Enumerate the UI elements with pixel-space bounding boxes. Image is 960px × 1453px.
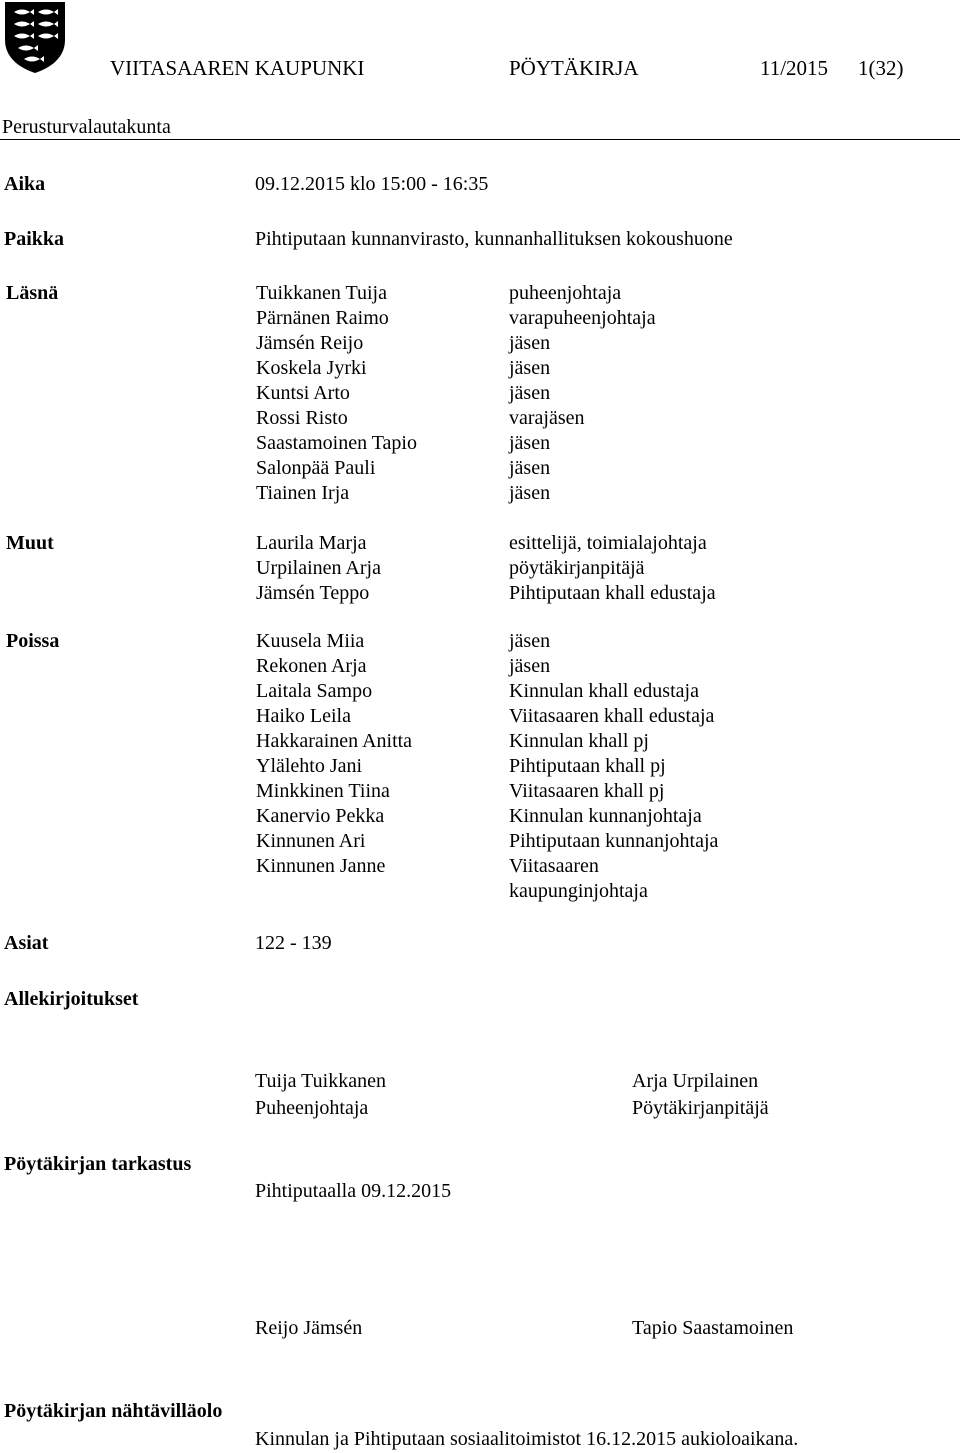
reviewer-2-name: Tapio Saastamoinen [632, 1317, 794, 1339]
lasna-names [256, 281, 417, 506]
tarkastus-label: Pöytäkirjan tarkastus [4, 1153, 192, 1175]
paikka-value: Pihtiputaan kunnanvirasto, kunnanhallituksen kokoushuone [255, 228, 733, 250]
other-role: Pihtiputaan khall edustaja [509, 582, 716, 604]
attendee-name: Pärnänen Raimo [256, 307, 389, 329]
attendee-role: varajäsen [509, 407, 585, 429]
lasna-roles [509, 281, 656, 506]
asiat-value: 122 - 139 [255, 932, 332, 954]
paikka-label: Paikka [4, 228, 65, 250]
attendee-role: jäsen [509, 432, 551, 454]
absent-name: Kinnunen Janne [256, 855, 386, 877]
other-name: Jämsén Teppo [256, 582, 370, 604]
muut-names [256, 531, 381, 606]
muut-roles [509, 531, 716, 606]
secretary-signature-title: Pöytäkirjanpitäjä [632, 1097, 769, 1119]
page-number: 1(32) [858, 56, 904, 80]
absent-name: Kinnunen Ari [256, 830, 366, 852]
absent-role: Viitasaaren khall edustaja [509, 705, 715, 727]
other-name: Laurila Marja [256, 532, 367, 554]
lasna-label: Läsnä [6, 282, 59, 304]
reviewer-1-name: Reijo Jämsén [255, 1317, 363, 1339]
attendee-role: puheenjohtaja [509, 282, 622, 304]
absent-name: Minkkinen Tiina [256, 780, 390, 802]
chair-signature-title: Puheenjohtaja [255, 1097, 369, 1119]
poissa-roles [509, 629, 718, 904]
asiat-label: Asiat [4, 932, 49, 954]
document-number: 11/2015 [760, 56, 829, 80]
nahtavillaolo-value: Kinnulan ja Pihtiputaan sosiaalitoimistot 16.12.2015 aukioloaikana. [255, 1428, 799, 1450]
absent-name: Laitala Sampo [256, 680, 373, 702]
attendee-name: Saastamoinen Tapio [256, 432, 417, 454]
absent-name: Haiko Leila [256, 705, 351, 727]
coat-of-arms-fish-icon [2, 0, 68, 74]
attendee-role: varapuheenjohtaja [509, 307, 656, 329]
attendee-role: jäsen [509, 357, 551, 379]
aika-label: Aika [4, 173, 46, 195]
attendee-name: Tiainen Irja [256, 482, 350, 504]
absent-role: jäsen [509, 655, 551, 677]
absent-name: Rekonen Arja [256, 655, 367, 677]
absent-role: Pihtiputaan kunnanjohtaja [509, 830, 719, 852]
attendee-name: Tuikkanen Tuija [256, 282, 387, 304]
attendee-role: jäsen [509, 482, 551, 504]
attendee-role: jäsen [509, 382, 551, 404]
nahtavillaolo-label: Pöytäkirjan nähtävilläolo [4, 1400, 223, 1422]
other-role: esittelijä, toimialajohtaja [509, 532, 707, 554]
poissa-label: Poissa [6, 630, 60, 652]
other-role: pöytäkirjanpitäjä [509, 557, 645, 579]
chair-signature-name: Tuija Tuikkanen [255, 1070, 386, 1092]
muut-label: Muut [6, 532, 54, 554]
absent-role-continued: kaupunginjohtaja [509, 880, 648, 902]
attendee-name: Salonpää Pauli [256, 457, 376, 479]
absent-name: Kanervio Pekka [256, 805, 385, 827]
attendee-role: jäsen [509, 457, 551, 479]
absent-role: Viitasaaren khall pj [509, 780, 665, 802]
document-type: PÖYTÄKIRJA [509, 56, 639, 80]
attendee-name: Rossi Risto [256, 407, 348, 429]
attendee-name: Kuntsi Arto [256, 382, 350, 404]
attendee-name: Koskela Jyrki [256, 357, 367, 379]
absent-name: Hakkarainen Anitta [256, 730, 413, 752]
absent-role: Viitasaaren [509, 855, 599, 877]
absent-name: Kuusela Miia [256, 630, 365, 652]
aika-value: 09.12.2015 klo 15:00 - 16:35 [255, 173, 489, 195]
header-divider [0, 139, 960, 140]
tarkastus-place-date: Pihtiputaalla 09.12.2015 [255, 1180, 452, 1202]
attendee-name: Jämsén Reijo [256, 332, 364, 354]
committee-name: Perusturvalautakunta [2, 116, 171, 138]
absent-role: Kinnulan kunnanjohtaja [509, 805, 702, 827]
absent-role: Kinnulan khall edustaja [509, 680, 699, 702]
absent-role: Pihtiputaan khall pj [509, 755, 666, 777]
absent-role: Kinnulan khall pj [509, 730, 649, 752]
absent-name: Ylälehto Jani [256, 755, 363, 777]
other-name: Urpilainen Arja [256, 557, 381, 579]
poissa-names [256, 629, 412, 879]
attendee-role: jäsen [509, 332, 551, 354]
organization-name: VIITASAAREN KAUPUNKI [110, 56, 365, 80]
allekirjoitukset-label: Allekirjoitukset [4, 988, 139, 1010]
absent-role: jäsen [509, 630, 551, 652]
secretary-signature-name: Arja Urpilainen [632, 1070, 759, 1092]
